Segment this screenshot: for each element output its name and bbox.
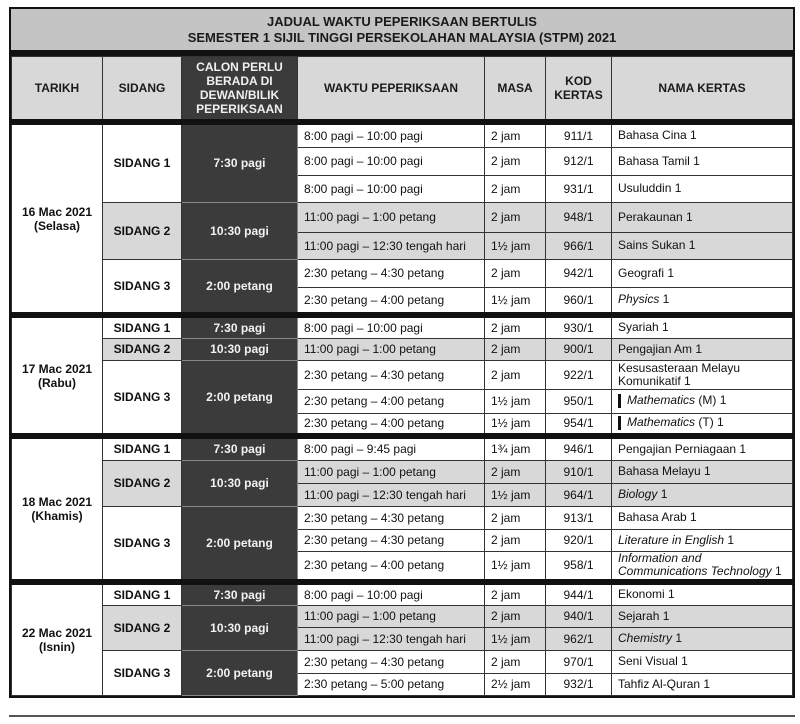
session-name: SIDANG 2: [103, 605, 182, 650]
report-time: 2:00 petang: [182, 650, 298, 695]
duration: 2 jam: [485, 175, 546, 202]
duration: 2 jam: [485, 338, 546, 360]
exam-weekday: (Isnin): [39, 639, 75, 654]
day-group: [12, 436, 793, 582]
session-name: SIDANG 1: [103, 582, 182, 605]
paper-name: Geografi 1: [612, 259, 793, 287]
duration: 1½ jam: [485, 413, 546, 436]
exam-time: 2:30 petang – 4:00 petang: [298, 413, 485, 436]
report-time: 7:30 pagi: [182, 436, 298, 460]
paper-name: Physics 1: [612, 287, 793, 315]
exam-weekday: (Selasa): [33, 218, 81, 233]
duration: 1½ jam: [485, 287, 546, 315]
paper-name: Kesusasteraan Melayu Komunikatif 1: [612, 360, 793, 389]
title-line-1: JADUAL WAKTU PEPERIKSAAN BERTULIS: [267, 13, 537, 29]
day-group: [12, 315, 793, 436]
duration: 2½ jam: [485, 673, 546, 695]
paper-code: 944/1: [546, 582, 612, 605]
duration: 2 jam: [485, 605, 546, 627]
paper-name: Usuluddin 1: [612, 175, 793, 202]
report-time: 10:30 pagi: [182, 460, 298, 506]
paper-code: 912/1: [546, 147, 612, 175]
exam-timetable: [11, 56, 793, 696]
paper-name: Biology 1: [612, 483, 793, 506]
duration: 2 jam: [485, 122, 546, 147]
duration: 1½ jam: [485, 483, 546, 506]
duration: 2 jam: [485, 460, 546, 483]
paper-code: 962/1: [546, 627, 612, 650]
paper-code: 922/1: [546, 360, 612, 389]
paper-code: 920/1: [546, 529, 612, 551]
paper-name: Bahasa Melayu 1: [612, 460, 793, 483]
header-nama: NAMA KERTAS: [612, 57, 793, 123]
report-time: 10:30 pagi: [182, 338, 298, 360]
timetable-frame: [9, 7, 795, 698]
session-name: SIDANG 3: [103, 506, 182, 582]
session-name: SIDANG 2: [103, 460, 182, 506]
exam-time: 2:30 petang – 4:00 petang: [298, 287, 485, 315]
session-name: SIDANG 3: [103, 259, 182, 315]
paper-code: 958/1: [546, 551, 612, 582]
paper-code: 930/1: [546, 315, 612, 338]
paper-name-italic: Biology: [618, 487, 658, 501]
exam-date: 16 Mac 2021: [21, 204, 93, 219]
report-time: 7:30 pagi: [182, 582, 298, 605]
paper-name: Literature in English 1: [612, 529, 793, 551]
paper-code: 940/1: [546, 605, 612, 627]
paper-row: [12, 360, 793, 389]
exam-time: 8:00 pagi – 10:00 pagi: [298, 582, 485, 605]
paper-row: [12, 436, 793, 460]
header-row: [12, 57, 793, 123]
paper-row: [12, 315, 793, 338]
report-time: 2:00 petang: [182, 360, 298, 436]
duration: 1½ jam: [485, 627, 546, 650]
exam-time: 8:00 pagi – 10:00 pagi: [298, 147, 485, 175]
date-cell: [12, 582, 103, 695]
paper-name: Ekonomi 1: [612, 582, 793, 605]
paper-code: 942/1: [546, 259, 612, 287]
timetable-title: [11, 9, 793, 56]
header-masa: MASA: [485, 57, 546, 123]
paper-row: [12, 259, 793, 287]
bracket-bar: [618, 394, 621, 408]
paper-code: 911/1: [546, 122, 612, 147]
paper-code: 946/1: [546, 436, 612, 460]
header-kod: KOD KERTAS: [546, 57, 612, 123]
header-tarikh: TARIKH: [12, 57, 103, 123]
paper-name-italic: Literature in English: [618, 532, 725, 547]
paper-name: Bahasa Tamil 1: [612, 147, 793, 175]
duration: 2 jam: [485, 315, 546, 338]
duration: 2 jam: [485, 360, 546, 389]
duration: 2 jam: [485, 259, 546, 287]
exam-date: 17 Mac 2021: [21, 361, 93, 376]
paper-name-italic: Information and Communications Technology: [618, 551, 772, 579]
paper-name: Bahasa Cina 1: [612, 122, 793, 147]
paper-code: 900/1: [546, 338, 612, 360]
exam-time: 2:30 petang – 4:30 petang: [298, 360, 485, 389]
paper-name: Seni Visual 1: [612, 650, 793, 673]
duration: 1½ jam: [485, 232, 546, 259]
exam-weekday: (Rabu): [38, 375, 76, 390]
exam-date: 18 Mac 2021: [21, 495, 93, 509]
paper-row: [12, 460, 793, 483]
exam-time: 11:00 pagi – 1:00 petang: [298, 338, 485, 360]
paper-code: 960/1: [546, 287, 612, 315]
header-sidang: SIDANG: [103, 57, 182, 123]
paper-name-italic: Mathematics: [627, 415, 696, 430]
exam-weekday: (Khamis): [31, 509, 83, 523]
paper-name-italic: Mathematics: [627, 393, 696, 408]
paper-name-italic: Physics: [618, 292, 660, 307]
exam-time: 8:00 pagi – 10:00 pagi: [298, 175, 485, 202]
paper-code: 931/1: [546, 175, 612, 202]
paper-code: 950/1: [546, 389, 612, 413]
paper-name: Pengajian Am 1: [612, 338, 793, 360]
report-time: 10:30 pagi: [182, 202, 298, 259]
date-cell: [12, 315, 103, 436]
report-time: 7:30 pagi: [182, 122, 298, 202]
paper-row: [12, 582, 793, 605]
session-name: SIDANG 3: [103, 650, 182, 695]
report-time: 2:00 petang: [182, 259, 298, 315]
report-time: 10:30 pagi: [182, 605, 298, 650]
paper-code: 970/1: [546, 650, 612, 673]
exam-time: 2:30 petang – 5:00 petang: [298, 673, 485, 695]
exam-time: 2:30 petang – 4:30 petang: [298, 259, 485, 287]
duration: 2 jam: [485, 650, 546, 673]
paper-row: [12, 650, 793, 673]
bracket-bar: [618, 416, 621, 430]
paper-row: [12, 202, 793, 232]
paper-name-italic: Chemistry: [618, 631, 673, 645]
paper-name: Mathematics (M) 1: [612, 389, 793, 413]
paper-name: Chemistry 1: [612, 627, 793, 650]
paper-name: Pengajian Perniagaan 1: [612, 436, 793, 460]
paper-row: [12, 506, 793, 529]
paper-name: Sains Sukan 1: [612, 232, 793, 259]
exam-time: 2:30 petang – 4:30 petang: [298, 650, 485, 673]
session-name: SIDANG 2: [103, 338, 182, 360]
title-line-2: SEMESTER 1 SIJIL TINGGI PERSEKOLAHAN MALAYSIA (STPM) 2021: [187, 29, 617, 45]
exam-time: 11:00 pagi – 12:30 tengah hari: [298, 483, 485, 506]
paper-code: 964/1: [546, 483, 612, 506]
exam-time: 2:30 petang – 4:30 petang: [298, 529, 485, 551]
exam-date: 22 Mac 2021: [21, 625, 93, 640]
paper-row: [12, 122, 793, 147]
paper-name: Information and Communications Technology 1: [612, 551, 793, 582]
paper-name: Bahasa Arab 1: [612, 506, 793, 529]
paper-code: 954/1: [546, 413, 612, 436]
paper-name: Sejarah 1: [612, 605, 793, 627]
date-cell: [12, 122, 103, 315]
exam-time: 2:30 petang – 4:00 petang: [298, 389, 485, 413]
session-name: SIDANG 1: [103, 122, 182, 202]
paper-row: [12, 605, 793, 627]
duration: 2 jam: [485, 582, 546, 605]
exam-time: 11:00 pagi – 1:00 petang: [298, 605, 485, 627]
header-calon: CALON PERLU BERADA DI DEWAN/BILIK PEPERIKSAAN: [182, 57, 298, 123]
paper-code: 932/1: [546, 673, 612, 695]
header-waktu: WAKTU PEPERIKSAAN: [298, 57, 485, 123]
duration: 2 jam: [485, 529, 546, 551]
exam-time: 2:30 petang – 4:30 petang: [298, 506, 485, 529]
exam-time: 8:00 pagi – 10:00 pagi: [298, 315, 485, 338]
report-time: 7:30 pagi: [182, 315, 298, 338]
paper-row: [12, 338, 793, 360]
exam-time: 2:30 petang – 4:00 petang: [298, 551, 485, 582]
paper-code: 948/1: [546, 202, 612, 232]
bottom-rule: [9, 715, 795, 717]
paper-name: Perakaunan 1: [612, 202, 793, 232]
paper-name: Tahfiz Al-Quran 1: [612, 673, 793, 695]
exam-time: 11:00 pagi – 12:30 tengah hari: [298, 232, 485, 259]
day-group: [12, 582, 793, 695]
duration: 2 jam: [485, 506, 546, 529]
duration: 1¾ jam: [485, 436, 546, 460]
duration: 1½ jam: [485, 389, 546, 413]
duration: 2 jam: [485, 202, 546, 232]
date-cell: [12, 436, 103, 582]
paper-code: 913/1: [546, 506, 612, 529]
exam-time: 11:00 pagi – 1:00 petang: [298, 460, 485, 483]
exam-time: 8:00 pagi – 9:45 pagi: [298, 436, 485, 460]
paper-code: 966/1: [546, 232, 612, 259]
paper-name: Syariah 1: [612, 315, 793, 338]
session-name: SIDANG 1: [103, 436, 182, 460]
duration: 1½ jam: [485, 551, 546, 582]
exam-time: 8:00 pagi – 10:00 pagi: [298, 122, 485, 147]
session-name: SIDANG 1: [103, 315, 182, 338]
session-name: SIDANG 2: [103, 202, 182, 259]
day-group: [12, 122, 793, 315]
paper-code: 910/1: [546, 460, 612, 483]
exam-time: 11:00 pagi – 1:00 petang: [298, 202, 485, 232]
report-time: 2:00 petang: [182, 506, 298, 582]
paper-name: Mathematics (T) 1: [612, 413, 793, 436]
exam-time: 11:00 pagi – 12:30 tengah hari: [298, 627, 485, 650]
session-name: SIDANG 3: [103, 360, 182, 436]
duration: 2 jam: [485, 147, 546, 175]
